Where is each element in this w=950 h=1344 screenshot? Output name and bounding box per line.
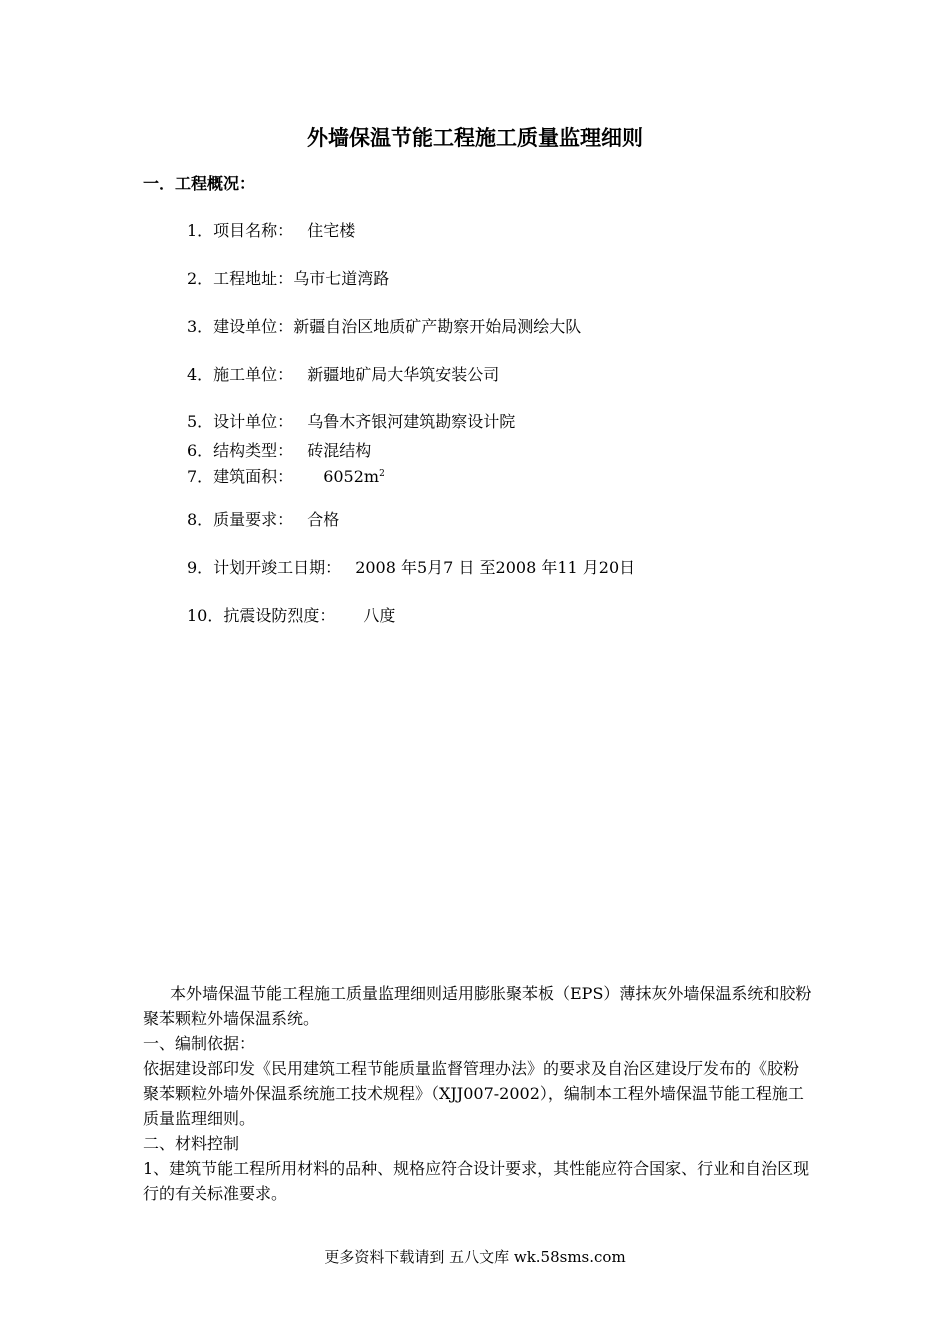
- item-project-name: [187, 218, 355, 241]
- footer-text: 更多资料下载请到 五八文库 wk.58sms.com: [324, 1248, 626, 1266]
- item-value: 乌市七道湾路: [293, 269, 390, 288]
- heading-basis: 一、编制依据：: [143, 1034, 256, 1053]
- material-paragraph: 1、建筑节能工程所用材料的品种、规格应符合设计要求，其性能应符合国家、行业和自治区现行的有关标准要求。: [143, 1159, 810, 1203]
- item-value: 新疆自治区地质矿产勘察开始局测绘大队: [293, 317, 582, 336]
- item-structure-type: [187, 438, 371, 461]
- item-label: 3．建设单位：: [187, 317, 294, 336]
- item-label: 10．抗震设防烈度：: [187, 606, 336, 625]
- item-quality-requirement: [187, 507, 339, 530]
- item-value: 住宅楼: [307, 221, 356, 240]
- item-label: 6．结构类型：: [187, 441, 294, 460]
- item-label: 8．质量要求：: [187, 510, 294, 529]
- section-heading-overview: 一．工程概况：: [143, 174, 256, 193]
- intro-paragraph: 本外墙保温节能工程施工质量监理细则适用膨胀聚苯板（EPS）薄抹灰外墙保温系统和胶粉聚苯颗粒外墙保温系统。: [143, 984, 812, 1028]
- item-value: 2008 年5月7 日 至2008 年11 月20日: [355, 558, 636, 577]
- item-label: 9．计划开竣工日期：: [187, 558, 342, 577]
- item-value: 新疆地矿局大华筑安装公司: [307, 365, 500, 384]
- item-value: 八度: [363, 606, 396, 625]
- basis-paragraph: 依据建设部印发《民用建筑工程节能质量监督管理办法》的要求及自治区建设厅发布的《胶粉聚苯颗粒外墙外保温系统施工技术规程》（XJJ007-2002），编制本工程外墙保温节能工程施工质量监理细则。: [143, 1059, 804, 1128]
- item-design-unit: [187, 409, 515, 432]
- item-project-address: [187, 266, 389, 289]
- item-label: 1．项目名称：: [187, 221, 294, 240]
- area-unit-superscript: 2: [379, 469, 385, 479]
- item-label: 5．设计单位：: [187, 412, 294, 431]
- body-section: [143, 981, 813, 1206]
- item-label: 7．建筑面积：: [187, 467, 294, 486]
- item-value: [323, 467, 385, 486]
- item-building-area: [187, 464, 385, 487]
- item-value: 乌鲁木齐银河建筑勘察设计院: [307, 412, 516, 431]
- item-schedule: [187, 555, 635, 578]
- item-seismic-intensity: [187, 603, 395, 626]
- document-title: 外墙保温节能工程施工质量监理细则: [307, 125, 643, 150]
- area-number: 6052m: [323, 467, 380, 486]
- item-value: 合格: [307, 510, 340, 529]
- item-builder-unit: [187, 362, 499, 385]
- item-label: 4．施工单位：: [187, 365, 294, 384]
- item-value: 砖混结构: [307, 441, 372, 460]
- heading-material-control: 二、材料控制: [143, 1134, 240, 1153]
- item-label: 2．工程地址：: [187, 269, 294, 288]
- item-construction-unit: [187, 314, 581, 337]
